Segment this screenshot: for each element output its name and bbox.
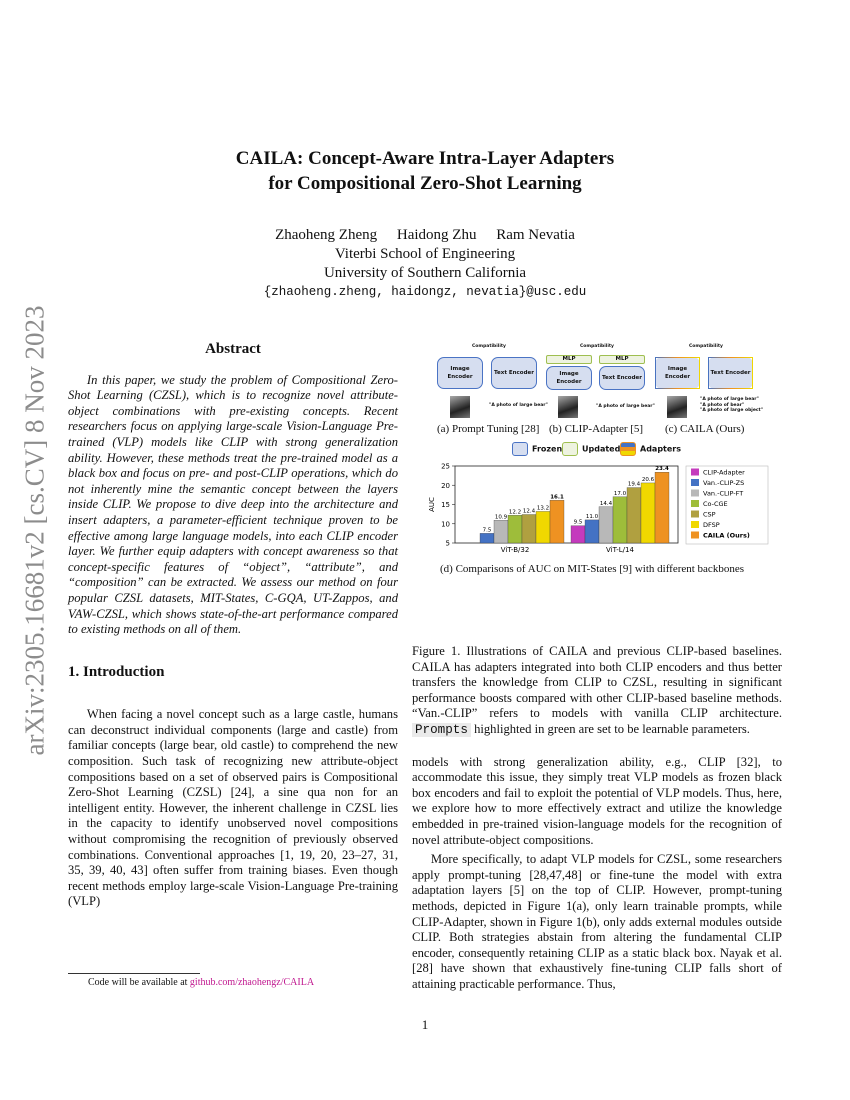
bar-value-label: 13.2	[536, 505, 550, 512]
legend-adapters: Adapters	[620, 442, 681, 456]
bar-value-label: 10.9	[494, 514, 508, 521]
bar	[536, 511, 550, 543]
affiliation: Viterbi School of Engineering	[334, 246, 516, 262]
adapter-swatch	[620, 442, 636, 456]
legend-swatch	[691, 469, 699, 476]
bar-value-label: 20.6	[641, 476, 655, 483]
bar-value-label: 16.1	[550, 494, 564, 501]
legend-entry: CLIP-Adapter	[703, 468, 745, 477]
author: Haidong Zhu	[396, 227, 477, 243]
code-link[interactable]: github.com/zhaohengz/CAILA	[189, 977, 315, 988]
legend-entry: DFSP	[703, 521, 720, 529]
subcaption-d: (d) Comparisons of AUC on MIT-States [9] with different backbones	[440, 563, 744, 575]
author: Ram Nevatia	[496, 227, 575, 243]
bar	[550, 500, 564, 543]
figure-caption: Figure 1. Illustrations of CAILA and previous CLIP-based baselines. CAILA has adapters integrated into both CLIP encoders and thus better transfers the knowledge from CLIP to CZSL, resulting in significant performance boosts compared with other CLIP-based baseline methods. “Van.-CLIP” refers to models with vanilla CLIP architecture. Prompts highlighted in green are set to be learnable parameters.	[412, 644, 782, 737]
legend-swatch	[691, 479, 699, 486]
body-paragraph: More specifically, to adapt VLP models for CZSL, some researchers apply prompt-tuning [28,47,48] or fine-tune the model with extra adaptation layers [5] on the top of CLIP. However, prompt-tuning methods, depicted in Figure 1(a), only learn trainable prompts, while CLIP-Adapter, shown in Figure 1(b), only adds external modules outside CLIP. Both strategies abstain from altering the fundamental CLIP encoder, consequently retaining CLIP as a static black box. Nayak et al. [28] have shown that exhaustively fine-tuning CLIP falls short of attaining practicable performance. Thus,	[412, 852, 782, 991]
legend-swatch	[691, 500, 699, 507]
legend-entry: Van.-CLIP-FT	[703, 489, 744, 498]
bar-value-label: 9.5	[573, 519, 583, 526]
updated-swatch	[562, 442, 578, 456]
image-encoder-b: Image Encoder	[546, 366, 592, 390]
right-column	[412, 644, 782, 992]
image-encoder-a: Image Encoder	[437, 357, 483, 389]
bar	[627, 488, 641, 543]
bar-value-label: 14.4	[599, 500, 613, 507]
bar-value-label: 12.4	[522, 508, 536, 515]
author: Zhaoheng Zheng	[275, 227, 378, 243]
body-paragraph: models with strong generalization ability, e.g., CLIP [32], to accommodate this issue, they simply treat VLP models as frozen black box encoders and fail to exploit the potential of VLP models. Thus, here, we explore how to more effectively extract and utilize the knowledge embedded in pre-trained vision-language models for the recognition of novel attribute-object compositions.	[412, 754, 782, 847]
legend-entry: Van.-CLIP-ZS	[703, 479, 745, 487]
bar	[508, 515, 522, 543]
bar-value-label: 17.0	[613, 490, 627, 497]
legend-swatch	[691, 521, 699, 528]
intro-heading: 1. Introduction	[68, 663, 165, 680]
abstract-text: In this paper, we study the problem of Compositional Zero-Shot Learning (CZSL), which is to recognize novel attribute-object combinations with pre-existing concepts. Recent researchers focus on applying large-scale Vision-Language Pre-trained (VLP) models like CLIP with strong generalization ability. However, these methods treat the pre-trained model as a black box and focus on pre- and post-CLIP operations, which do not inherently mine the semantic concept between the layers inside CLIP. We propose to dive deep into the architecture and insert adapters, a parameter-efficient technique proven to be effective among large language models, into each CLIP encoder layer. We further equip adapters with concept awareness so that concept-specific features of “object”, “attribute”, and “composition” can be extracted. We assess our method on four popular CZSL datasets, MIT-States, C-GQA, UT-Zappos, and VAW-CZSL, which shows state-of-the-art performance compared to existing methods on all of them.	[68, 372, 398, 637]
bar-value-label: 19.4	[627, 481, 641, 488]
bar	[522, 515, 536, 543]
left-column	[68, 342, 398, 910]
abstract-heading: Abstract	[205, 341, 261, 357]
legend-swatch	[691, 532, 699, 539]
legend-entry: CSP	[703, 510, 716, 519]
subcaption-c: (c) CAILA (Ours)	[665, 423, 745, 435]
bar	[480, 533, 494, 543]
legend-frozen: Frozen	[512, 442, 562, 456]
email: {zhaoheng.zheng, haidongz, nevatia}@usc.edu	[263, 285, 587, 299]
bar-value-label: 12.2	[508, 509, 522, 516]
subcaption-b: (b) CLIP-Adapter [5]	[549, 423, 644, 435]
page-number: 1	[421, 1017, 429, 1032]
legend-entry: Co-CGE	[703, 500, 728, 508]
bar	[599, 507, 613, 543]
bear-image	[558, 396, 578, 418]
author-names	[0, 226, 850, 245]
author-block	[0, 226, 850, 302]
bar	[613, 497, 627, 543]
bar-value-label: 11.0	[585, 513, 599, 520]
text-encoder-b: Text Encoder	[599, 366, 645, 390]
bar	[585, 520, 599, 543]
bear-image	[450, 396, 470, 418]
y-tick-label: 15	[441, 501, 450, 509]
legend-updated: Updated	[562, 442, 620, 456]
intro-paragraph: When facing a novel concept such as a large castle, humans can deconstruct individual components (large and castle) from familiar concepts (large bear, old castle) to comprehend the new composition. Such task of recognizing new attribute-object compositions based on a set of observed pairs is Compositional Zero-Shot Learning (CZSL) [24], a sine qua non for an intelligent entity. However, the inherent challenge in CZSL lies in the capacity to identify unobserved novel compositions without compromising the recognition of previously observed combinations. Conventional approaches [1, 19, 20, 23–27, 31, 35, 39, 40, 43] often suffer from training biases. Even though recent methods employ large-scale Vision-Language Pre-training (VLP)	[68, 707, 398, 909]
legend-swatch	[691, 490, 699, 497]
y-axis-label: AUC	[428, 497, 436, 512]
y-tick-label: 5	[445, 539, 450, 548]
y-tick-label: 25	[441, 462, 450, 471]
text-encoder-c: Text Encoder	[708, 357, 753, 389]
subcaption-a: (a) Prompt Tuning [28]	[437, 423, 540, 435]
footnote: Code will be available at github.com/zhaohengz/CAILA	[88, 977, 315, 988]
legend-swatch	[691, 511, 699, 518]
image-encoder-c: Image Encoder	[655, 357, 700, 389]
text-encoder-a: Text Encoder	[491, 357, 537, 389]
paper-page: arXiv:2305.16681v2 [cs.CV] 8 Nov 2023 CAILA: Concept-Aware Intra-Layer Adapters for Compositional Zero-Shot Learning Zhaoheng Zheng Haidong Zhu Ram Nevatia Viterbi School of Engineering University of Southern California {zhaoheng.zheng, haidongz, nevatia}@usc.edu Abstract In this paper, we study the problem of Compositional Zero-Shot Learning (CZSL), which is to recognize novel attribute-object combinations with pre-existing concepts. Recent researchers focus on applying large-scale Vision-Language Pre-trained (VLP) models like CLIP with strong generalization ability. However, these methods treat the pre-trained model as a black box and focus on pre- and post-CLIP operations, which do not inherently mine the semantic concept between the layers inside CLIP. We propose to dive deep into the architecture and insert adapters, a parameter-efficient technique proven to be effective among large language models, into each CLIP encoder layer. We further equip adapters with concept awareness so that concept-specific features of “object”, “attribute”, and “composition” can be extracted. We assess our method on four popular CZSL datasets, MIT-States, C-GQA, UT-Zappos, and VAW-CZSL, which shows state-of-the-art performance compared to existing methods on all of them. 1. Introduction When facing a novel concept such as a large castle, humans can deconstruct individual components (large and castle) from familiar concepts (large bear, old castle) to comprehend the new composition. Such task of recognizing new attribute-object compositions based on a set of observed pairs is Compositional Zero-Shot Learning (CZSL) [24], a sine qua non for an intelligent entity. However, the inherent challenge in CZSL lies in the capacity to identify unobserved novel compositions without compromising the recognition of previously observed combinations. Conventional approaches [1, 19, 20, 23–27, 31, 35, 39, 40, 43] often suffer from training biases. Even though recent methods employ large-scale Vision-Language Pre-training (VLP) Code will be available at github.com/zhaohengz/CAILA Compatibility Image Encoder Text Encoder "A photo of large bear" Compatibility MLP MLP Image Encoder Text Encoder "A photo of large bear" Compatibility Image Encoder Text Encoder "A photo of large bear" "A photo of bear" "A photo of large object" (a) Prompt Tuning [28] (b) CLIP-Adapter [5] (c) CAILA (Ours) Frozen Updated Adapters 5 10 15 20 25 AUC ViT-B/32 7.5 10.9 12.2 12.4 13.2 16.1 ViT-L/14 9.5 11.0 14.4 17.0 19.4 20.6 23.4 CLIP-Adapter Van.-CLIP-ZS Van.-CLIP-FT Co-CGE CSP DFSP CAILA (Ours) (d) Comparisons of AUC on MIT-States [9] with different backbones Figure 1. Illustrations of CAILA and previous CLIP-based baselines. CAILA has adapters integrated into both CLIP encoders and thus better transfers the knowledge from CLIP to CZSL, resulting in significant performance boosts compared with other CLIP-based baseline methods. “Van.-CLIP” refers to models with vanilla CLIP architecture. Prompts highlighted in green are set to be learnable parameters. models with strong generalization ability, e.g., CLIP [32], to accommodate this issue, they simply treat VLP models as frozen black box encoders and fail to exploit the potential of VLP models. Thus, here, we explore how to more effectively extract and utilize the knowledge embedded in pre-trained vision-language models for the recognition of novel attribute-object compositions. More specifically, to adapt VLP models for CZSL, some researchers apply prompt-tuning [28,47,48] or fine-tune the model with extra adaptation layers [5] on the top of CLIP. However, prompt-tuning methods, depicted in Figure 1(a), only learn trainable prompts, while CLIP-Adapter, shown in Figure 1(b), only adds external modules outside CLIP. Both strategies abstain from altering the fundamental CLIP encoder, consequently retaining CLIP as a static black box. Nayak et al. [28] have shown that exhaustively fine-tuning CLIP falls short of attaining practicable performance. Thus, 1	[0, 0, 850, 1100]
affiliation: University of Southern California	[323, 265, 527, 281]
legend-entry: CAILA (Ours)	[703, 531, 750, 540]
bar	[494, 520, 508, 543]
bar	[655, 472, 669, 543]
paper-title: CAILA: Concept-Aware Intra-Layer Adapters for Compositional Zero-Shot Learning	[235, 148, 615, 194]
bar-value-label: 23.4	[655, 466, 669, 473]
x-tick-label: ViT-B/32	[500, 546, 530, 554]
bar	[571, 526, 585, 543]
y-tick-label: 20	[441, 481, 450, 490]
bar-value-label: 7.5	[482, 527, 492, 534]
auc-bar-chart	[420, 458, 770, 558]
arxiv-identifier: arXiv:2305.16681v2 [cs.CV] 8 Nov 2023	[19, 305, 50, 756]
bear-image	[667, 396, 687, 418]
footnote-rule	[68, 973, 200, 974]
snowflake-icon	[512, 442, 528, 456]
x-tick-label: ViT-L/14	[606, 546, 634, 554]
bar	[641, 483, 655, 543]
y-tick-label: 10	[441, 520, 450, 529]
